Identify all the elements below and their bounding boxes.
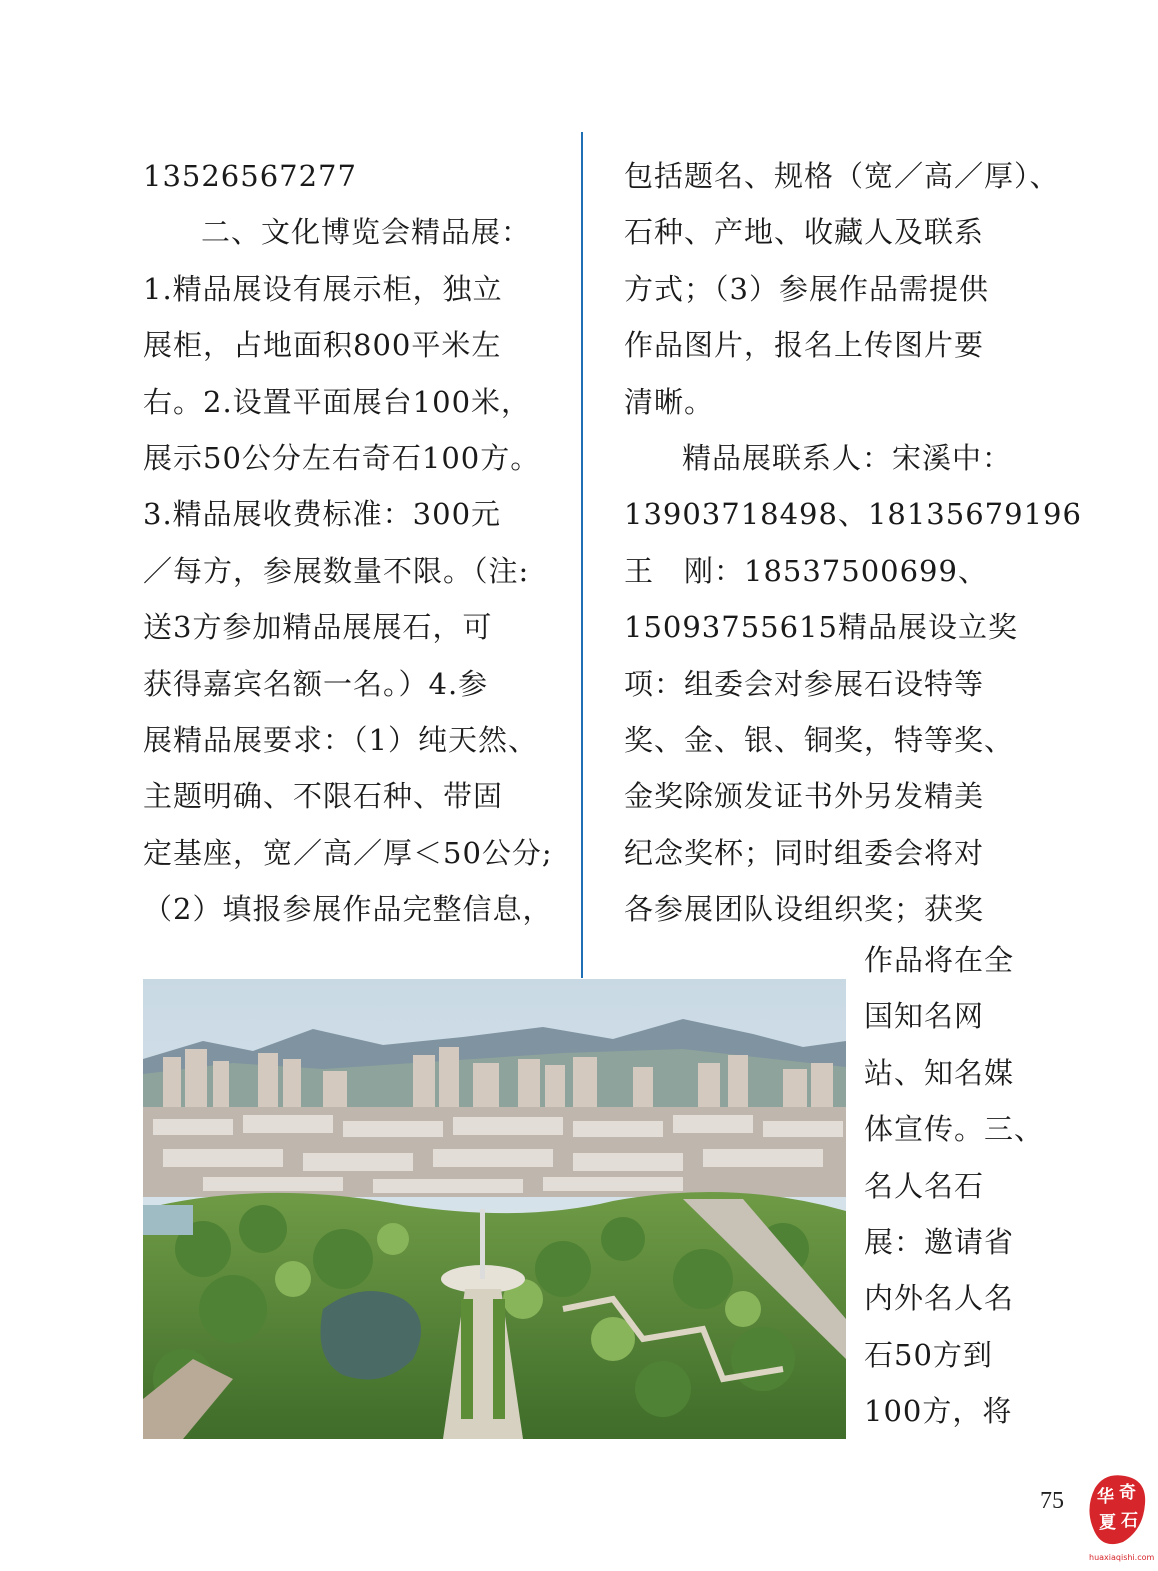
- text-line: 名人名石: [864, 1168, 985, 1203]
- text-line: 作品将在全: [864, 943, 1015, 977]
- text-line: 送3方参加精品展展石，可: [143, 610, 493, 645]
- text-line: 体宣传。三、: [864, 1112, 1045, 1147]
- contact-heading: 精品展联系人：宋溪中：: [682, 441, 1013, 476]
- text-line: 展精品展要求：（1）纯天然、: [143, 723, 538, 758]
- text-line: 展：邀请省: [864, 1225, 1015, 1260]
- phone-line: 王 刚：18537500699、: [624, 553, 988, 588]
- text-line: 内外名人名: [864, 1281, 1015, 1316]
- text-line: 主题明确、不限石种、带固: [143, 779, 504, 814]
- city-park-aerial-photo: [143, 979, 846, 1439]
- text-line: 项：组委会对参展石设特等: [624, 666, 985, 701]
- text-line: 作品图片，报名上传图片要: [624, 328, 985, 363]
- text-line: 3.精品展收费标准：300元: [143, 497, 502, 532]
- text-line: 奖、金、银、铜奖，特等奖、: [624, 723, 1015, 758]
- text-line: ／每方，参展数量不限。（注:: [143, 553, 530, 588]
- section-heading-exhibition: 二、文化博览会精品展：: [201, 215, 532, 250]
- text-line: 国知名网: [864, 999, 985, 1034]
- text-line: 包括题名、规格（宽／高／厚）、: [624, 159, 1060, 193]
- text-line: 展柜，占地面积800平米左: [143, 328, 502, 363]
- left-text-column: [143, 148, 553, 938]
- text-line: 纪念奖杯；同时组委会将对: [624, 835, 985, 870]
- text-line: 获得嘉宾名额一名。）4.参: [143, 666, 489, 701]
- text-line: 站、知名媒: [864, 1055, 1015, 1090]
- column-divider: [581, 132, 583, 978]
- text-line: 石种、产地、收藏人及联系: [624, 215, 985, 250]
- text-line: 各参展团队设组织奖；获奖: [624, 892, 985, 927]
- svg-text:奇: 奇: [1119, 1483, 1136, 1503]
- text-line: 定基座，宽／高／厚＜50公分;: [143, 835, 553, 870]
- text-line: 石50方到: [864, 1337, 993, 1372]
- svg-text:华: 华: [1097, 1487, 1114, 1507]
- logo-url-text: huaxiaqishi.com: [1089, 1553, 1155, 1562]
- text-line: 金奖除颁发证书外另发精美: [624, 779, 985, 814]
- text-line: 100方，将: [864, 1394, 1013, 1429]
- text-line: （2）填报参展作品完整信息，: [143, 892, 553, 927]
- svg-text:夏: 夏: [1099, 1513, 1116, 1533]
- text-line: 方式；（3）参展作品需提供: [624, 271, 989, 306]
- text-line: 13526567277: [143, 159, 357, 193]
- text-line: 1.精品展设有展示柜，独立: [143, 271, 503, 306]
- phone-line: 13903718498、18135679196: [624, 497, 1082, 532]
- text-line: 15093755615精品展设立奖: [624, 610, 1018, 645]
- narrow-text-column: [864, 932, 1045, 1440]
- site-logo: [1085, 1470, 1155, 1565]
- page-number: 75: [1040, 1488, 1064, 1514]
- right-text-column: [624, 148, 1082, 938]
- text-line: 右。2.设置平面展台100米，: [143, 384, 532, 419]
- text-line: 清晰。: [624, 384, 715, 419]
- text-line: 展示50公分左右奇石100方。: [143, 441, 541, 476]
- svg-text:石: 石: [1121, 1511, 1138, 1531]
